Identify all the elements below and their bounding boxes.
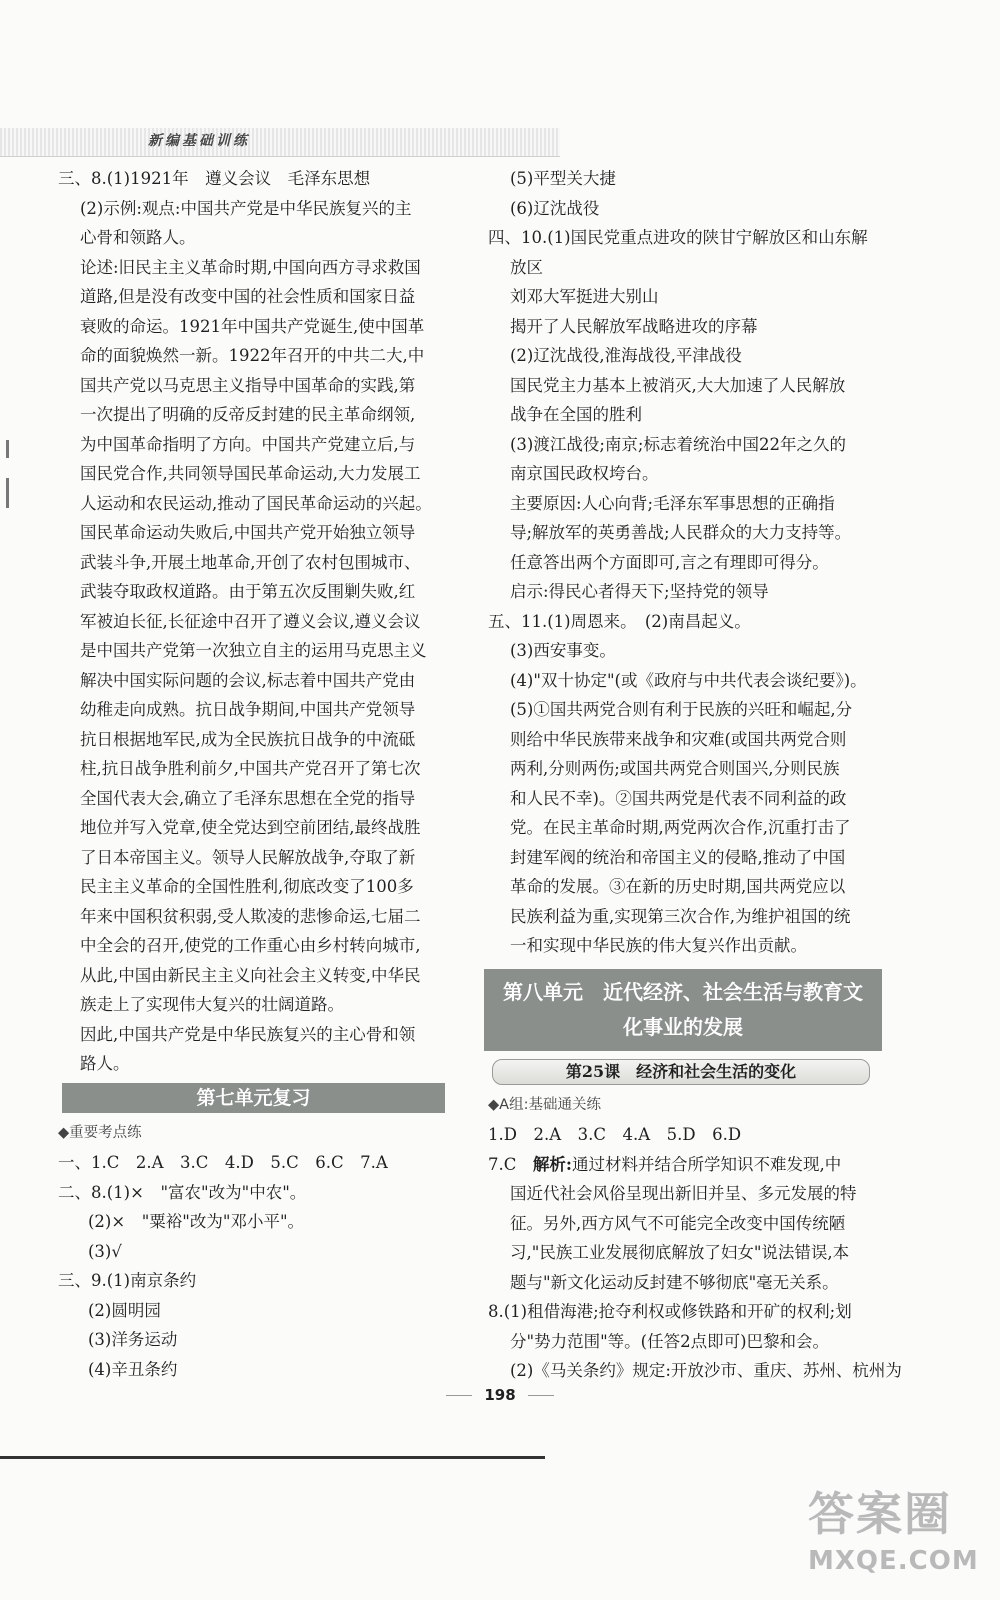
unit7-title-bar: 第七单元复习 bbox=[62, 1083, 445, 1113]
answer-line: (5)①国共两党合则有利于民族的兴旺和崛起,分 bbox=[510, 700, 853, 719]
answer-line: 族走上了实现伟大复兴的壮阔道路。 bbox=[80, 995, 344, 1014]
left-column bbox=[58, 164, 450, 1384]
page-number-text: 198 bbox=[484, 1386, 516, 1404]
watermark-cn: 答案圈 bbox=[808, 1487, 952, 1541]
margin-mark bbox=[6, 440, 9, 458]
answer-line: 南京国民政权垮台。 bbox=[510, 464, 659, 483]
answer-line: 心骨和领路人。 bbox=[80, 228, 196, 247]
answer-line: 8.(1)租借海港;抢夺利权或修铁路和开矿的权利;划 bbox=[488, 1302, 852, 1321]
answer-line: 1.D 2.A 3.C 4.A 5.D 6.D bbox=[488, 1125, 742, 1144]
answer-line: 人运动和农民运动,推动了国民革命运动的兴起。 bbox=[80, 493, 432, 513]
watermark-en: MXQE.COM bbox=[808, 1546, 979, 1576]
answer-line: (2)圆明园 bbox=[88, 1300, 161, 1320]
answer-line: (3)√ bbox=[88, 1241, 122, 1261]
answer-line: (5)平型关大捷 bbox=[510, 169, 616, 188]
answer-line: 解决中国实际问题的会议,标志着中国共产党由 bbox=[80, 670, 416, 690]
answer-line: 因此,中国共产党是中华民族复兴的主心骨和领 bbox=[80, 1024, 416, 1044]
answer-line: 五、11.(1)周恩来。 (2)南昌起义。 bbox=[488, 611, 751, 631]
answer-line: 幼稚走向成熟。抗日战争期间,中国共产党领导 bbox=[80, 700, 416, 719]
answer-line: 命的面貌焕然一新。1922年召开的中共二大,中 bbox=[80, 346, 425, 365]
answer-line: (3)西安事变。 bbox=[510, 641, 616, 660]
header-band bbox=[0, 128, 560, 157]
answer-line: (4)"双十协定"(或《政府与中共代表会谈纪要》)。 bbox=[510, 670, 867, 690]
answer-line: (6)辽沈战役 bbox=[510, 198, 600, 218]
answer-line: 二、8.(1)× "富农"改为"中农"。 bbox=[58, 1182, 307, 1202]
answer-line: 衰败的命运。1921年中国共产党诞生,使中国革 bbox=[80, 316, 425, 336]
answer-line: 国民党合作,共同领导国民革命运动,大力发展工 bbox=[80, 464, 421, 483]
answer-line: 四、10.(1)国民党重点进攻的陕甘宁解放区和山东解 bbox=[488, 228, 868, 247]
answer-line: 两利,分则两伤;或国共两党合则国兴,分则民族 bbox=[510, 759, 840, 778]
answer-line: 启示:得民心者得天下;坚持党的领导 bbox=[510, 582, 769, 601]
answer-line: 从此,中国由新民主主义向社会主义转变,中华民 bbox=[80, 965, 421, 985]
answer-line: 论述:旧民主主义革命时期,中国向西方寻求救国 bbox=[80, 257, 421, 277]
unit8-title-line1: 第八单元 近代经济、社会生活与教育文 bbox=[503, 979, 863, 1004]
answer-line: 战争在全国的胜利 bbox=[510, 405, 642, 424]
page-number-dash bbox=[446, 1395, 472, 1396]
q7-tag: 解析: bbox=[532, 1154, 572, 1174]
answer-line: 是中国共产党第一次独立自主的运用马克思主义 bbox=[80, 641, 427, 660]
answer-line: 刘邓大军挺进大别山 bbox=[510, 287, 659, 306]
answer-line: 路人。 bbox=[80, 1054, 130, 1073]
answer-line: 年来中国积贫积弱,受人欺凌的悲惨命运,七届二 bbox=[80, 906, 421, 926]
q7-first: 通过材料并结合所学知识不难发现,中 bbox=[571, 1154, 842, 1174]
answer-line: 和人民不幸)。②国共两党是代表不同利益的政 bbox=[510, 788, 847, 808]
bottom-rule bbox=[0, 1456, 545, 1459]
answer-line: 三、8.(1)1921年 遵义会议 毛泽东思想 bbox=[58, 169, 371, 188]
answer-line: 一、1.C 2.A 3.C 4.D 5.C 6.C 7.A bbox=[58, 1153, 388, 1172]
answer-line: 习,"民族工业发展彻底解放了妇女"说法错误,本 bbox=[510, 1243, 850, 1262]
answer-line: (4)辛丑条约 bbox=[88, 1359, 178, 1379]
answer-line: (2)× "粟裕"改为"邓小平"。 bbox=[88, 1212, 305, 1231]
answer-line: 放区 bbox=[510, 257, 543, 277]
answer-line: (2)《马关条约》规定:开放沙市、重庆、苏州、杭州为 bbox=[510, 1361, 902, 1380]
answer-line: 征。另外,西方风气不可能完全改变中国传统陋 bbox=[510, 1213, 846, 1233]
answer-line: 党。在民主革命时期,两党两次合作,沉重打击了 bbox=[510, 818, 851, 837]
right-column bbox=[488, 164, 908, 1386]
lesson-title: 第25课 经济和社会生活的变化 bbox=[492, 1059, 870, 1085]
answer-line: 抗日根据地军民,成为全民族抗日战争的中流砥 bbox=[80, 729, 416, 749]
answer-line: 封建军阀的统治和帝国主义的侵略,推动了中国 bbox=[510, 847, 846, 867]
answer-line: (2)示例:观点:中国共产党是中华民族复兴的主 bbox=[80, 198, 412, 218]
answer-line: 导;解放军的英勇善战;人民群众的大力支持等。 bbox=[510, 523, 852, 542]
answer-line: 中全会的召开,使党的工作重心由乡村转向城市, bbox=[80, 936, 421, 955]
key-points-label: ◆重要考点练 bbox=[58, 1124, 142, 1141]
answer-line: 任意答出两个方面即可,言之有理即可得分。 bbox=[510, 552, 829, 572]
answer-line: (2)辽沈战役,淮海战役,平津战役 bbox=[510, 346, 742, 365]
answer-line: 全国代表大会,确立了毛泽东思想在全党的指导 bbox=[80, 788, 416, 808]
answer-line: 军被迫长征,长征途中召开了遵义会议,遵义会议 bbox=[80, 611, 421, 631]
answer-line: (3)洋务运动 bbox=[88, 1330, 178, 1349]
answer-line: 地位并写入党章,使全党达到空前团结,最终战胜 bbox=[80, 818, 421, 837]
answer-line: 国近代社会风俗呈现出新旧并呈、多元发展的特 bbox=[510, 1184, 857, 1203]
answer-line: 国民革命运动失败后,中国共产党开始独立领导 bbox=[80, 523, 416, 542]
answer-line: 民族利益为重,实现第三次合作,为维护祖国的统 bbox=[510, 906, 851, 926]
answer-line: 柱,抗日战争胜利前夕,中国共产党召开了第七次 bbox=[80, 759, 421, 778]
answer-line bbox=[488, 1150, 908, 1180]
book-title: 新编基础训练 bbox=[148, 133, 250, 149]
margin-mark bbox=[6, 478, 9, 508]
answer-line: 武装夺取政权道路。由于第五次反围剿失败,红 bbox=[80, 582, 416, 601]
watermark bbox=[808, 1478, 978, 1588]
unit8-title-bar bbox=[484, 969, 882, 1051]
answer-line: 三、9.(1)南京条约 bbox=[58, 1271, 197, 1290]
answer-line: 分"势力范围"等。(任答2点即可)巴黎和会。 bbox=[510, 1331, 830, 1351]
answer-line: 武装斗争,开展土地革命,开创了农村包围城市、 bbox=[80, 552, 421, 572]
answer-line: 国民党主力基本上被消灭,大大加速了人民解放 bbox=[510, 375, 846, 395]
unit8-title-line2: 化事业的发展 bbox=[623, 1014, 743, 1039]
answer-line: 了日本帝国主义。领导人民解放战争,夺取了新 bbox=[80, 847, 416, 867]
answer-line: 国共产党以马克思主义指导中国革命的实践,第 bbox=[80, 375, 416, 395]
answer-line: 一和实现中华民族的伟大复兴作出贡献。 bbox=[510, 936, 807, 955]
page-number-dash bbox=[528, 1395, 554, 1396]
answer-line: 革命的发展。③在新的历史时期,国共两党应以 bbox=[510, 877, 846, 896]
answer-line: 揭开了人民解放军战略进攻的序幕 bbox=[510, 316, 758, 336]
answer-line: 民主主义革命的全国性胜利,彻底改变了100多 bbox=[80, 877, 414, 896]
answer-line: 道路,但是没有改变中国的社会性质和国家日益 bbox=[80, 287, 416, 306]
answer-line: 为中国革命指明了方向。中国共产党建立后,与 bbox=[80, 434, 416, 454]
answer-line: 主要原因:人心向背;毛泽东军事思想的正确指 bbox=[510, 493, 835, 513]
group-a-label: ◆A组:基础通关练 bbox=[488, 1096, 601, 1113]
answer-line: 题与"新文化运动反封建不够彻底"毫无关系。 bbox=[510, 1272, 839, 1292]
q7-number: 7.C bbox=[488, 1154, 517, 1174]
answer-line: 则给中华民族带来战争和灾难(或国共两党合则 bbox=[510, 729, 847, 749]
answer-line: (3)渡江战役;南京;标志着统治中国22年之久的 bbox=[510, 434, 846, 454]
page-number bbox=[0, 1386, 1000, 1404]
answer-line: 一次提出了明确的反帝反封建的民主革命纲领, bbox=[80, 405, 416, 424]
